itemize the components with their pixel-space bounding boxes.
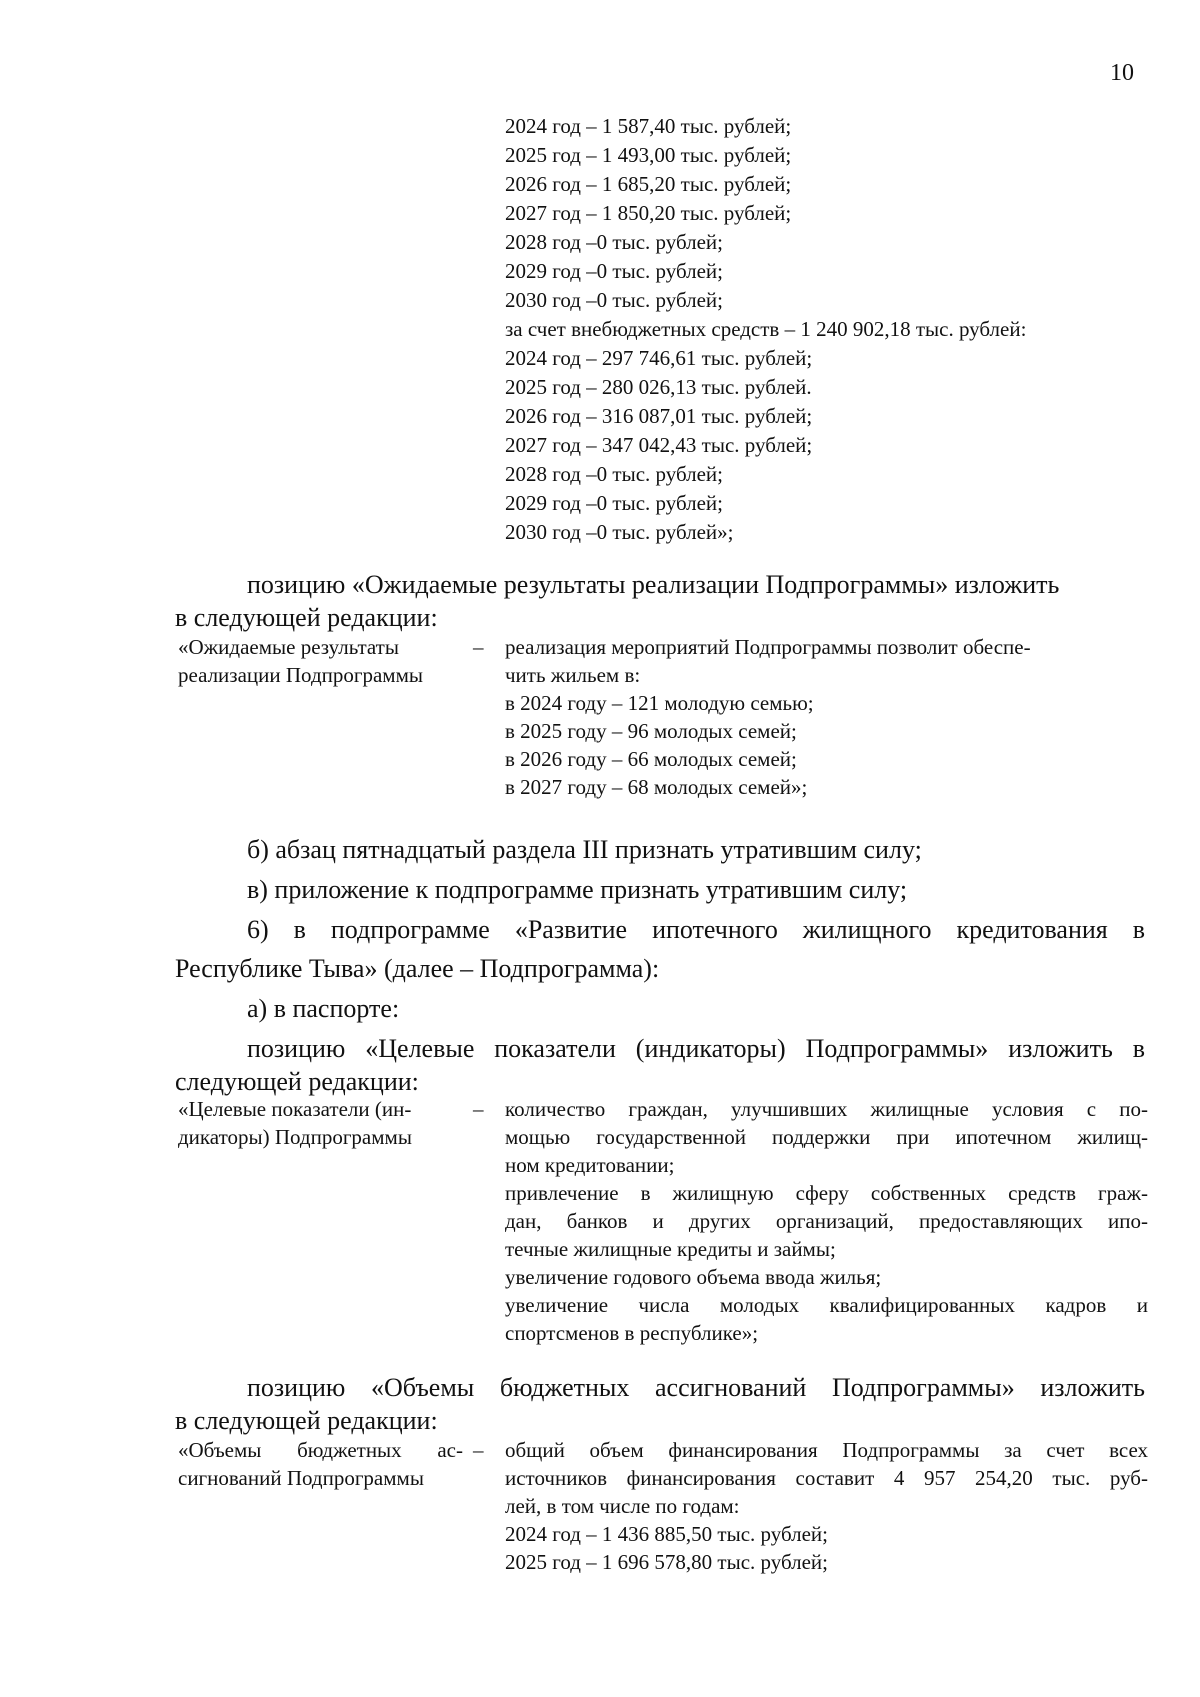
section3-intro bbox=[175, 1368, 1145, 1440]
position-line2: следующей редакции: bbox=[175, 1067, 419, 1096]
value-line: в 2027 году – 68 молодых семей»; bbox=[505, 775, 808, 799]
label-line: «Целевые показатели (ин- bbox=[178, 1097, 412, 1121]
page-number: 10 bbox=[1110, 60, 1134, 86]
funding-line: 2025 год – 1 493,00 тыс. рублей; bbox=[505, 143, 792, 167]
funding-line: 2025 год – 280 026,13 тыс. рублей. bbox=[505, 375, 812, 399]
dash: – bbox=[473, 635, 484, 659]
value-line: 2024 год – 1 436 885,50 тыс. рублей; bbox=[505, 1522, 829, 1546]
funding-line: 2030 год –0 тыс. рублей; bbox=[505, 288, 724, 312]
value-line: привлечение в жилищную сферу собственных средств граж- bbox=[505, 1181, 1148, 1205]
label-line: «Объемы бюджетных ас- bbox=[178, 1438, 463, 1462]
value-line: реализация мероприятий Подпрограммы позволит обеспе- bbox=[505, 635, 1031, 659]
value-line: мощью государственной поддержки при ипотечном жилищ- bbox=[505, 1125, 1148, 1149]
value-line: источников финансирования составит 4 957 254,20 тыс. руб- bbox=[505, 1466, 1148, 1490]
paragraph-6-line2: Республике Тыва» (далее – Подпрограмма): bbox=[175, 954, 660, 983]
funding-line: 2028 год –0 тыс. рублей; bbox=[505, 462, 724, 486]
value-line: увеличение годового объема ввода жилья; bbox=[505, 1265, 882, 1289]
label-line: дикаторы) Подпрограммы bbox=[178, 1125, 412, 1149]
section1-intro bbox=[175, 565, 1145, 637]
funding-line: 2026 год – 316 087,01 тыс. рублей; bbox=[505, 404, 813, 428]
budget-allocations-value bbox=[505, 1436, 1148, 1576]
value-line: дан, банков и других организаций, предоставляющих ипо- bbox=[505, 1209, 1148, 1233]
funding-line: 2024 год – 1 587,40 тыс. рублей; bbox=[505, 114, 792, 138]
funding-line: 2028 год –0 тыс. рублей; bbox=[505, 230, 724, 254]
dash: – bbox=[473, 1438, 484, 1462]
funding-lines-block bbox=[505, 112, 1026, 547]
label-line: реализации Подпрограммы bbox=[178, 663, 423, 687]
funding-line: 2027 год – 347 042,43 тыс. рублей; bbox=[505, 433, 813, 457]
section1-intro-line2: в следующей редакции: bbox=[175, 603, 438, 632]
value-line: количество граждан, улучшивших жилищные условия с по- bbox=[505, 1097, 1148, 1121]
funding-line: за счет внебюджетных средств – 1 240 902,18 тыс. рублей: bbox=[505, 317, 1027, 341]
funding-line: 2026 год – 1 685,20 тыс. рублей; bbox=[505, 172, 792, 196]
section1-intro-line1: позицию «Ожидаемые результаты реализации Подпрограммы» изложить bbox=[247, 570, 1060, 599]
paragraph-v: в) приложение к подпрограмме признать утратившим силу; bbox=[247, 875, 908, 904]
value-line: чить жильем в: bbox=[505, 663, 641, 687]
funding-line: 2029 год –0 тыс. рублей; bbox=[505, 259, 724, 283]
label-line: «Ожидаемые результаты bbox=[178, 635, 399, 659]
value-line: увеличение числа молодых квалифицированных кадров и bbox=[505, 1293, 1148, 1317]
funding-line: 2024 год – 297 746,61 тыс. рублей; bbox=[505, 346, 813, 370]
expected-results-label bbox=[178, 633, 463, 689]
funding-line: 2027 год – 1 850,20 тыс. рублей; bbox=[505, 201, 792, 225]
funding-line: 2030 год –0 тыс. рублей»; bbox=[505, 520, 734, 544]
paragraph-a: а) в паспорте: bbox=[247, 994, 400, 1023]
position-line1: позицию «Целевые показатели (индикаторы) Подпрограммы» изложить в bbox=[247, 1034, 1145, 1063]
budget-allocations-label bbox=[178, 1436, 463, 1492]
funding-line: 2029 год –0 тыс. рублей; bbox=[505, 491, 724, 515]
dash: – bbox=[473, 1097, 484, 1121]
value-line: 2025 год – 1 696 578,80 тыс. рублей; bbox=[505, 1550, 829, 1574]
expected-results-value bbox=[505, 633, 1148, 801]
target-indicators-label bbox=[178, 1095, 463, 1151]
target-indicators-value bbox=[505, 1095, 1148, 1347]
value-line: лей, в том числе по годам: bbox=[505, 1494, 740, 1518]
section3-intro-line1: позицию «Объемы бюджетных ассигнований Подпрограммы» изложить bbox=[247, 1373, 1145, 1402]
value-line: общий объем финансирования Подпрограммы за счет всех bbox=[505, 1438, 1148, 1462]
value-line: в 2024 году – 121 молодую семью; bbox=[505, 691, 814, 715]
value-line: ном кредитовании; bbox=[505, 1153, 675, 1177]
section3-intro-line2: в следующей редакции: bbox=[175, 1406, 438, 1435]
paragraph-b: б) абзац пятнадцатый раздела III признать утратившим силу; bbox=[247, 835, 922, 864]
value-line: спортсменов в республике»; bbox=[505, 1321, 759, 1345]
value-line: в 2026 году – 66 молодых семей; bbox=[505, 747, 797, 771]
value-line: в 2025 году – 96 молодых семей; bbox=[505, 719, 797, 743]
value-line: течные жилищные кредиты и займы; bbox=[505, 1237, 836, 1261]
amendment-paragraphs bbox=[175, 830, 1145, 1101]
paragraph-6-line1: 6) в подпрограмме «Развитие ипотечного жилищного кредитования в bbox=[247, 915, 1145, 944]
label-line: сигнований Подпрограммы bbox=[178, 1466, 424, 1490]
